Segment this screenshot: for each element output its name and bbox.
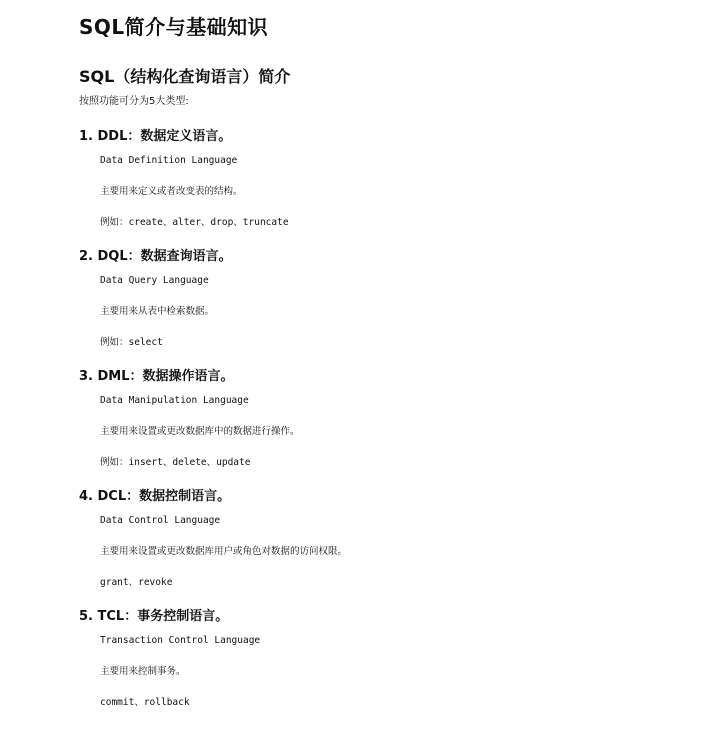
dql-examples: 例如：select bbox=[100, 337, 163, 348]
tcl-english-name: Transaction Control Language bbox=[100, 635, 261, 646]
dml-english-name: Data Manipulation Language bbox=[100, 395, 249, 406]
dml-examples: 例如：insert、delete、update bbox=[100, 457, 251, 468]
ddl-heading: 1. DDL：数据定义语言。 bbox=[79, 129, 232, 144]
dml-heading: 3. DML：数据操作语言。 bbox=[79, 369, 234, 384]
page-title: SQL简介与基础知识 bbox=[79, 15, 269, 39]
tcl-heading: 5. TCL：事务控制语言。 bbox=[79, 609, 229, 624]
dql-heading: 2. DQL：数据查询语言。 bbox=[79, 249, 232, 264]
intro-text: 按照功能可分为5大类型: bbox=[79, 96, 189, 107]
dql-description: 主要用来从表中检索数据。 bbox=[100, 306, 215, 317]
dcl-examples: grant、revoke bbox=[100, 577, 173, 588]
section-title: SQL（结构化查询语言）简介 bbox=[79, 67, 291, 86]
ddl-examples: 例如：create、alter、drop、truncate bbox=[100, 217, 289, 228]
dql-english-name: Data Query Language bbox=[100, 275, 209, 286]
dcl-description: 主要用来设置或更改数据库用户或角色对数据的访问权限。 bbox=[100, 546, 348, 557]
ddl-english-name: Data Definition Language bbox=[100, 155, 238, 166]
ddl-description: 主要用来定义或者改变表的结构。 bbox=[100, 186, 243, 197]
dml-description: 主要用来设置或更改数据库中的数据进行操作。 bbox=[100, 426, 300, 437]
dcl-heading: 4. DCL：数据控制语言。 bbox=[79, 489, 231, 504]
tcl-description: 主要用来控制事务。 bbox=[100, 666, 186, 677]
dcl-english-name: Data Control Language bbox=[100, 515, 221, 526]
tcl-examples: commit、rollback bbox=[100, 697, 190, 708]
